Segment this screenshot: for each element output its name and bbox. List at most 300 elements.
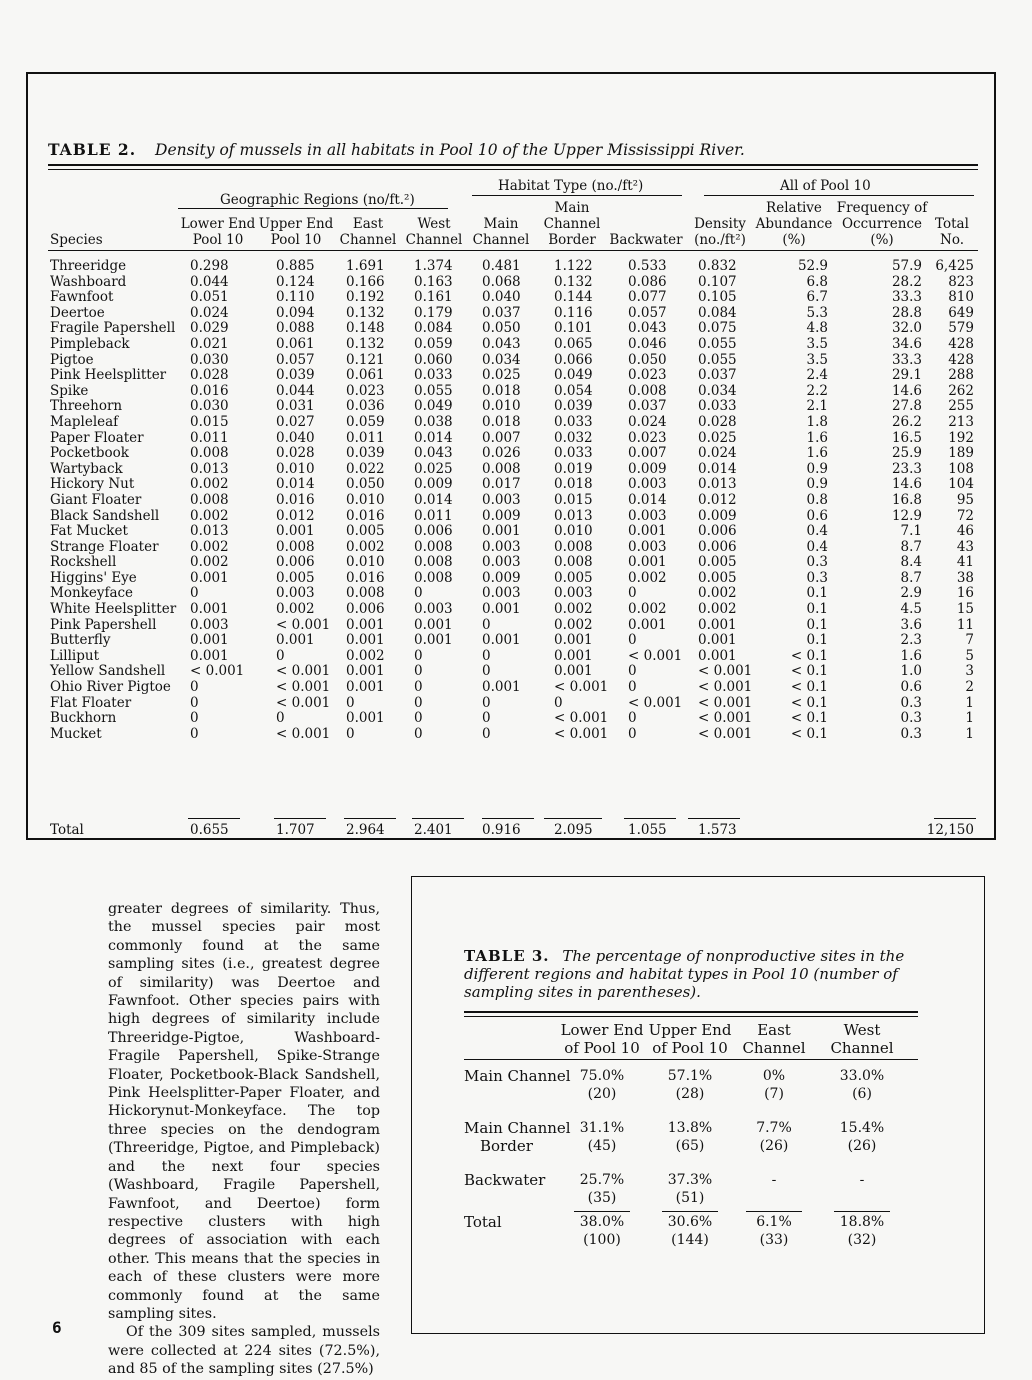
- table-row: [48, 353, 978, 369]
- table-cell: < 0.001: [628, 694, 683, 711]
- table-cell: 14.6: [891, 382, 922, 399]
- table-cell: 0.010: [346, 491, 385, 508]
- table-row: [48, 306, 978, 322]
- table-row: [48, 711, 978, 727]
- table-row: [48, 493, 978, 509]
- table-cell: 0.001: [190, 569, 229, 586]
- table-row: [48, 399, 978, 415]
- table-cell: 0.094: [276, 304, 315, 321]
- table-cell: 0.021: [190, 335, 229, 352]
- table-cell: 0.032: [554, 429, 593, 446]
- table-cell: 0.001: [190, 632, 229, 649]
- table-cell: 288: [948, 367, 974, 384]
- table-cell: 0.049: [554, 367, 593, 384]
- table-cell: 0: [414, 585, 423, 602]
- table-cell: 0: [482, 616, 491, 633]
- table-3-total-rule: [574, 1211, 630, 1212]
- top-rule-thin: [48, 169, 978, 170]
- table-cell: 255: [948, 398, 974, 415]
- table-cell: 8.4: [900, 554, 922, 571]
- table-cell: 1.0: [900, 663, 922, 680]
- table-cell: 0.132: [554, 273, 593, 290]
- table-cell: 0.084: [414, 320, 453, 337]
- table-cell: 0.006: [698, 538, 737, 555]
- species-name: Ohio River Pigtoe: [50, 679, 171, 696]
- table-cell: 0.003: [628, 538, 667, 555]
- table-cell: 0.030: [190, 398, 229, 415]
- table-cell: 6.7: [806, 289, 828, 306]
- header-density: Density (no./ft²): [694, 216, 746, 248]
- table-cell: 0.6: [900, 679, 922, 696]
- species-name: Flat Floater: [50, 694, 132, 711]
- table-cell: 0.039: [554, 398, 593, 415]
- table-cell: 7.1: [900, 523, 922, 540]
- table-cell: 0.002: [346, 647, 385, 664]
- table-cell: 0.014: [414, 429, 453, 446]
- table-cell: 0.001: [628, 616, 667, 633]
- table-cell: 0.4: [806, 523, 828, 540]
- table-cell: 0.163: [414, 273, 453, 290]
- species-name: Paper Floater: [50, 429, 144, 446]
- table-row: [48, 446, 978, 462]
- table-cell: 0.001: [414, 616, 453, 633]
- table-cell: 0.008: [414, 554, 453, 571]
- table-cell: 0.001: [482, 632, 521, 649]
- table-cell: 0.002: [698, 601, 737, 618]
- table-cell: 0.034: [698, 382, 737, 399]
- table-cell: 0.003: [276, 585, 315, 602]
- table-cell: 0.008: [346, 585, 385, 602]
- table-3-row-label: Backwater: [464, 1171, 546, 1189]
- table-cell: < 0.001: [276, 663, 331, 680]
- table-3-total-rule: [662, 1211, 718, 1212]
- table-cell: 3.5: [806, 351, 828, 368]
- table-cell: 8.7: [900, 569, 922, 586]
- table-cell: 0: [482, 710, 491, 727]
- species-name: Rockshell: [50, 554, 117, 571]
- total-rule-backwater: [624, 818, 676, 819]
- table-cell: 0.132: [346, 335, 385, 352]
- pool-group-rule: [704, 195, 974, 196]
- table-3-total-rule: [746, 1211, 802, 1212]
- table-cell: 0.9: [806, 460, 828, 477]
- table-cell: 0.016: [276, 491, 315, 508]
- table-cell: 823: [948, 273, 974, 290]
- table-cell: 0.002: [554, 616, 593, 633]
- table-cell: 0.033: [554, 413, 593, 430]
- table-cell: 27.8: [891, 398, 922, 415]
- table-cell: 810: [948, 289, 974, 306]
- table-cell: 2.1: [806, 398, 828, 415]
- table-cell: 0.023: [346, 382, 385, 399]
- table-cell: 104: [948, 476, 974, 493]
- table-cell: 95: [956, 491, 974, 508]
- table-cell: 0.124: [276, 273, 315, 290]
- table-cell: 0.010: [346, 554, 385, 571]
- table-cell: 0: [414, 647, 423, 664]
- table-cell: 0.033: [698, 398, 737, 415]
- table-3-cell: 31.1% (45): [579, 1120, 625, 1154]
- total-rule-density: [688, 818, 740, 819]
- table-cell: 0.014: [628, 491, 667, 508]
- table-cell: 0.005: [698, 554, 737, 571]
- table-cell: 579: [948, 320, 974, 337]
- table-cell: 0: [190, 725, 199, 742]
- table-cell: 0.008: [276, 538, 315, 555]
- table-cell: 0.054: [554, 382, 593, 399]
- total-rule-total: [934, 818, 976, 819]
- table-cell: 0.001: [698, 616, 737, 633]
- table-cell: < 0.001: [554, 679, 609, 696]
- table-cell: 0.016: [346, 507, 385, 524]
- table-2-label: TABLE 2.: [48, 140, 137, 159]
- table-cell: 0.148: [346, 320, 385, 337]
- table-cell: 0.003: [190, 616, 229, 633]
- table-row: [48, 649, 978, 665]
- table-cell: 46: [956, 523, 974, 540]
- table-cell: 0.001: [276, 632, 315, 649]
- table-cell: 0.018: [482, 413, 521, 430]
- table-cell: 0.001: [554, 632, 593, 649]
- table-cell: 0.001: [346, 710, 385, 727]
- geographic-group-rule: [178, 208, 448, 209]
- table-cell: 0.001: [414, 632, 453, 649]
- table-row: [48, 275, 978, 291]
- habitat-group-rule: [472, 195, 682, 196]
- table-cell: 0.121: [346, 351, 385, 368]
- table-cell: 0: [414, 663, 423, 680]
- table-cell: < 0.1: [790, 710, 828, 727]
- table-cell: < 0.001: [628, 647, 683, 664]
- header-main-channel: Main Channel: [472, 216, 530, 248]
- table-cell: < 0.001: [698, 725, 753, 742]
- table-cell: 0.031: [276, 398, 315, 415]
- body-text-column: [108, 900, 380, 1379]
- table-cell: 1.374: [414, 258, 453, 274]
- table-cell: 0.010: [554, 523, 593, 540]
- table-cell: 0.043: [628, 320, 667, 337]
- table-cell: 0.011: [190, 429, 229, 446]
- table-row: [48, 509, 978, 525]
- table-cell: 0.016: [346, 569, 385, 586]
- species-name: Fragile Papershell: [50, 320, 176, 337]
- table-3-cell: -: [771, 1172, 777, 1188]
- table-cell: < 0.001: [698, 710, 753, 727]
- species-name: Pigtoe: [50, 351, 94, 368]
- table-cell: 34.6: [891, 335, 922, 352]
- total-value: 1.573: [698, 822, 737, 838]
- table-cell: 1.6: [806, 445, 828, 462]
- table-cell: 7: [965, 632, 974, 649]
- table-cell: 0: [414, 694, 423, 711]
- table-cell: 1.8: [806, 413, 828, 430]
- table-cell: 0.023: [628, 429, 667, 446]
- table-cell: 0.1: [806, 601, 828, 618]
- table-cell: 0.036: [346, 398, 385, 415]
- species-name: Butterfly: [50, 632, 111, 649]
- table-cell: 0.003: [482, 585, 521, 602]
- table-cell: 0.044: [276, 382, 315, 399]
- table-cell: 0.043: [482, 335, 521, 352]
- table-cell: 0.161: [414, 289, 453, 306]
- table-2-body: [48, 259, 978, 742]
- total-value: 2.095: [554, 822, 593, 838]
- table-cell: 0.057: [628, 304, 667, 321]
- table-cell: 0.8: [806, 491, 828, 508]
- table-row: [48, 259, 978, 275]
- table-cell: 0: [628, 585, 637, 602]
- table-cell: 0: [628, 663, 637, 680]
- species-name: Mapleleaf: [50, 413, 119, 430]
- table-cell: 28.8: [891, 304, 922, 321]
- table-2-title: Density of mussels in all habitats in Pool 10 of the Upper Mississippi River.: [155, 141, 745, 159]
- table-cell: 6.8: [806, 273, 828, 290]
- table-cell: 41: [956, 554, 974, 571]
- table-row: [48, 618, 978, 634]
- table-cell: 0: [482, 647, 491, 664]
- header-west-channel: West Channel: [405, 216, 463, 248]
- table-cell: 0.144: [554, 289, 593, 306]
- table-cell: < 0.001: [554, 710, 609, 727]
- table-cell: 32.0: [891, 320, 922, 337]
- table-cell: 0.068: [482, 273, 521, 290]
- table-cell: 43: [956, 538, 974, 555]
- table-cell: 0.298: [190, 258, 229, 274]
- table-cell: 0.007: [482, 429, 521, 446]
- table-cell: 0.039: [346, 445, 385, 462]
- table-cell: 3.6: [900, 616, 922, 633]
- table-cell: 0.008: [554, 554, 593, 571]
- table-cell: 0.040: [482, 289, 521, 306]
- species-name: Giant Floater: [50, 491, 142, 508]
- table-cell: 1: [965, 725, 974, 742]
- table-cell: < 0.001: [190, 663, 245, 680]
- table-cell: 0.061: [346, 367, 385, 384]
- table-cell: 0.132: [346, 304, 385, 321]
- species-name: Fawnfoot: [50, 289, 114, 306]
- table-cell: < 0.1: [790, 663, 828, 680]
- table-cell: 0.001: [628, 554, 667, 571]
- table-cell: < 0.001: [276, 616, 331, 633]
- table-cell: 2.9: [900, 585, 922, 602]
- table-cell: < 0.001: [698, 663, 753, 680]
- table-cell: 0.002: [346, 538, 385, 555]
- table-cell: 1.122: [554, 258, 593, 274]
- table-3-cell: 25.7% (35): [579, 1172, 625, 1206]
- total-rule-lower: [188, 818, 240, 819]
- table-cell: 16: [956, 585, 974, 602]
- species-name: Pimpleback: [50, 335, 130, 352]
- table-3-column-header: Upper End of Pool 10: [648, 1021, 732, 1057]
- species-name: Lilliput: [50, 647, 99, 664]
- table-cell: 0.003: [482, 538, 521, 555]
- table-cell: 0.3: [806, 554, 828, 571]
- header-geographic-group: Geographic Regions (no/ft.²): [220, 192, 415, 208]
- table-row: [48, 384, 978, 400]
- table-3-cell: 7.7% (26): [756, 1120, 792, 1154]
- table-cell: 5: [965, 647, 974, 664]
- table-cell: 0.084: [698, 304, 737, 321]
- table-cell: 0.060: [414, 351, 453, 368]
- species-name: Deertoe: [50, 304, 105, 321]
- table-2-box: [26, 72, 996, 840]
- species-name: Pink Papershell: [50, 616, 157, 633]
- table-cell: < 0.001: [276, 679, 331, 696]
- table-cell: 0.077: [628, 289, 667, 306]
- species-name: Pink Heelsplitter: [50, 367, 167, 384]
- table-3-caption: [464, 947, 944, 1001]
- table-cell: 0.055: [698, 335, 737, 352]
- header-east-channel: East Channel: [339, 216, 397, 248]
- table-cell: 0.013: [554, 507, 593, 524]
- table-cell: 38: [956, 569, 974, 586]
- table-cell: 0.018: [554, 476, 593, 493]
- table-cell: 0.044: [190, 273, 229, 290]
- table-cell: 0: [554, 694, 563, 711]
- table-cell: 0.008: [190, 491, 229, 508]
- table-cell: 0.3: [900, 725, 922, 742]
- species-name: Pocketbook: [50, 445, 129, 462]
- table-cell: 0.059: [414, 335, 453, 352]
- table-cell: 0.006: [276, 554, 315, 571]
- table-cell: 0: [482, 663, 491, 680]
- table-row: [48, 633, 978, 649]
- table-cell: 0.832: [698, 258, 737, 274]
- table-cell: 1.6: [806, 429, 828, 446]
- table-cell: 0.009: [414, 476, 453, 493]
- table-cell: 0.028: [190, 367, 229, 384]
- table-cell: 16.5: [891, 429, 922, 446]
- table-cell: 0.003: [414, 601, 453, 618]
- header-habitat-group: Habitat Type (no./ft²): [498, 178, 644, 194]
- table-cell: 57.9: [891, 258, 922, 274]
- table-cell: 0.107: [698, 273, 737, 290]
- table-cell: 0.017: [482, 476, 521, 493]
- total-value: 12,150: [926, 822, 974, 838]
- table-3-row-label: Main Channel: [464, 1067, 571, 1085]
- table-cell: 0.001: [346, 679, 385, 696]
- species-name: Fat Mucket: [50, 523, 128, 540]
- table-cell: 0.116: [554, 304, 593, 321]
- species-name: White Heelsplitter: [50, 601, 177, 618]
- table-3-total-rule: [834, 1211, 890, 1212]
- table-cell: 0.013: [190, 460, 229, 477]
- table-cell: 0.049: [414, 398, 453, 415]
- table-2-total-row: [48, 822, 978, 838]
- table-cell: 0.012: [276, 507, 315, 524]
- table-cell: 72: [956, 507, 974, 524]
- species-name: Higgins' Eye: [50, 569, 137, 586]
- table-cell: < 0.1: [790, 679, 828, 696]
- table-cell: 0.001: [482, 679, 521, 696]
- table-cell: 0.001: [554, 647, 593, 664]
- table-row: [48, 540, 978, 556]
- table-cell: 0.024: [628, 413, 667, 430]
- table-cell: 0.192: [346, 289, 385, 306]
- table-cell: 0.002: [190, 554, 229, 571]
- table-cell: 0.039: [276, 367, 315, 384]
- table-cell: 0.011: [346, 429, 385, 446]
- table-cell: 0.006: [698, 523, 737, 540]
- table-cell: 0.533: [628, 258, 667, 274]
- header-total-no: Total No.: [935, 216, 969, 248]
- table-3-row-label: Main Channel Border: [464, 1119, 571, 1155]
- header-frequency: Frequency of Occurrence (%): [836, 200, 928, 248]
- table-3-cell: 75.0% (20): [579, 1068, 625, 1102]
- table-cell: 0.9: [806, 476, 828, 493]
- table-cell: < 0.001: [276, 725, 331, 742]
- table-cell: 6,425: [935, 258, 974, 274]
- table-cell: 0.046: [628, 335, 667, 352]
- table-cell: 0.008: [414, 569, 453, 586]
- table-cell: 0.003: [482, 491, 521, 508]
- table-cell: 0.024: [698, 445, 737, 462]
- table-cell: 0.029: [190, 320, 229, 337]
- table-cell: 3: [965, 663, 974, 680]
- total-rule-upper: [274, 818, 326, 819]
- table-cell: 4.8: [806, 320, 828, 337]
- table-cell: 0.1: [806, 585, 828, 602]
- table-cell: 0.002: [628, 569, 667, 586]
- table-cell: 0.101: [554, 320, 593, 337]
- table-cell: 4.5: [900, 601, 922, 618]
- header-pool-group: All of Pool 10: [780, 178, 871, 194]
- table-cell: 0.003: [554, 585, 593, 602]
- table-row: [48, 321, 978, 337]
- total-rule-west: [412, 818, 464, 819]
- table-cell: 0.002: [628, 601, 667, 618]
- table-cell: 2.2: [806, 382, 828, 399]
- header-backwater: Backwater: [609, 232, 683, 248]
- total-value: 1.707: [276, 822, 315, 838]
- table-cell: 0.037: [482, 304, 521, 321]
- table-row: [48, 555, 978, 571]
- table-cell: 0.001: [698, 647, 737, 664]
- table-cell: 0.4: [806, 538, 828, 555]
- table-cell: 0.003: [628, 476, 667, 493]
- table-cell: 0.016: [190, 382, 229, 399]
- table-cell: 0.1: [806, 632, 828, 649]
- table-cell: 0.059: [346, 413, 385, 430]
- table-cell: 0.065: [554, 335, 593, 352]
- table-cell: 0.010: [482, 398, 521, 415]
- table-cell: 0.009: [698, 507, 737, 524]
- table-cell: 0.006: [414, 523, 453, 540]
- table-cell: 29.1: [891, 367, 922, 384]
- table-row: [48, 680, 978, 696]
- species-name: Yellow Sandshell: [50, 663, 166, 680]
- table-cell: 262: [948, 382, 974, 399]
- table-cell: 0.002: [554, 601, 593, 618]
- table-3-cell: 37.3% (51): [667, 1172, 713, 1206]
- table-3-column-header: East Channel: [742, 1021, 806, 1057]
- table-cell: 0: [276, 647, 285, 664]
- table-cell: 25.9: [891, 445, 922, 462]
- table-cell: 0.011: [414, 507, 453, 524]
- table-cell: < 0.001: [276, 694, 331, 711]
- total-value: 1.055: [628, 822, 667, 838]
- table-cell: 0: [414, 725, 423, 742]
- table-cell: 0.481: [482, 258, 521, 274]
- table-cell: 11: [956, 616, 974, 633]
- table-cell: 0.013: [190, 523, 229, 540]
- table-cell: 0.008: [190, 445, 229, 462]
- table-3-row-label: Total: [464, 1213, 502, 1231]
- table-cell: 52.9: [797, 258, 828, 274]
- table-cell: 0.025: [482, 367, 521, 384]
- table-cell: 0.002: [190, 476, 229, 493]
- table-cell: 8.7: [900, 538, 922, 555]
